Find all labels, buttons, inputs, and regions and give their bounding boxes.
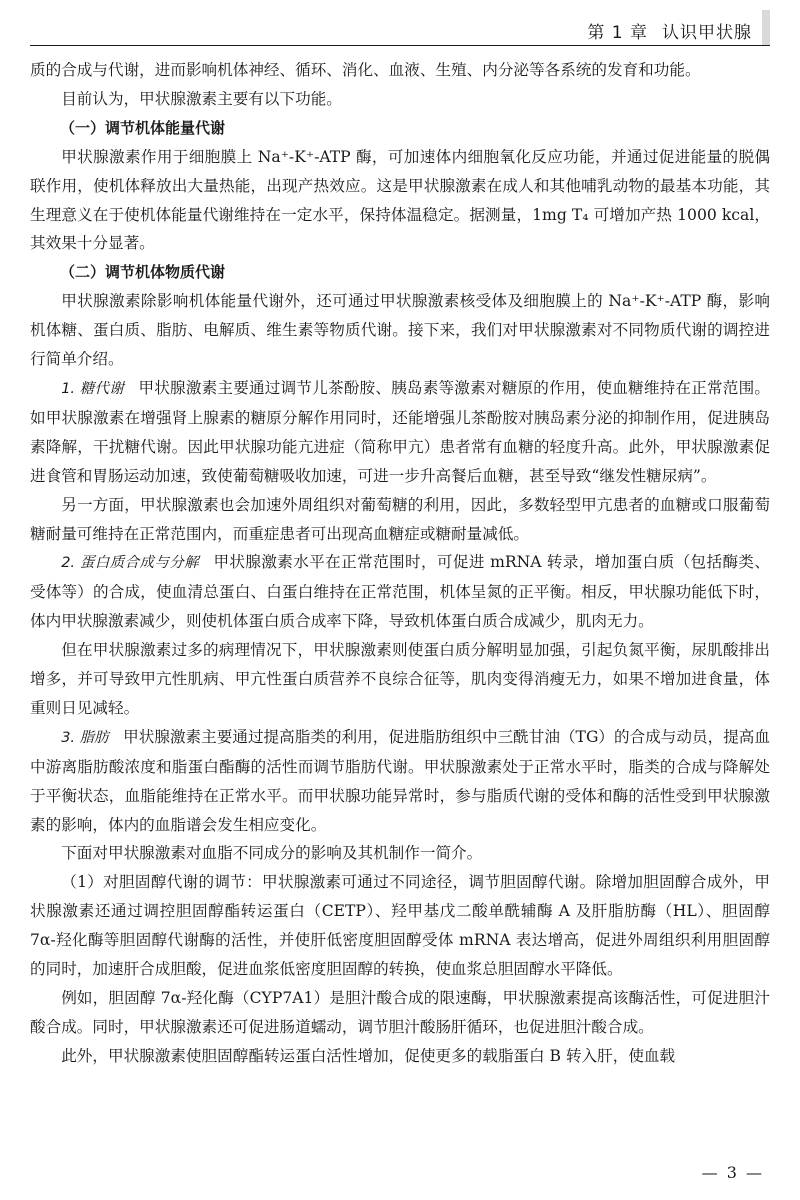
page-number: — 3 — [701,1163,764,1182]
subsection-label: 1. 糖代谢 [61,380,124,397]
section-heading: （二）调节机体物质代谢 [60,263,226,282]
header-rule [30,45,770,46]
paragraph [30,723,770,840]
subsection-label: 3. 脂肪 [61,729,109,746]
paragraph: 质的合成与代谢，进而影响机体神经、循环、消化、血液、生殖、内分泌等各系统的发育和功能。 [30,61,701,79]
paragraph: 甲状腺激素除影响机体能量代谢外，还可通过甲状腺激素核受体及细胞膜上的 Na⁺-K⁺-ATP 酶，影响机体糖、蛋白质、脂肪、电解质、维生素等物质代谢。接下来，我们对甲状腺激素对不同物质代谢的调控进行简单介绍。 [30,292,770,369]
page-body [30,56,770,1071]
paragraph [30,374,770,491]
thumb-tab [762,10,770,46]
section-heading: （一）调节机体能量代谢 [60,118,226,137]
paragraph [30,548,770,636]
paragraph-text: 甲状腺激素主要通过调节儿茶酚胺、胰岛素等激素对糖原的作用，使血糖维持在正常范围。如甲状腺激素在增强肾上腺素的糖原分解作用同时，还能增强儿茶酚胺对胰岛素分泌的抑制作用，促进胰岛素降解，干扰糖代谢。因此甲状腺功能亢进症（简称甲亢）患者常有血糖的轻度升高。此外，甲状腺激素促进食管和胃肠运动加速，致使葡萄糖吸收加速，可进一步升高餐后血糖，甚至导致“继发性糖尿病”。 [30,378,770,485]
paragraph: （1）对胆固醇代谢的调节：甲状腺激素可通过不同途径，调节胆固醇代谢。除增加胆固醇合成外，甲状腺激素还通过调控胆固醇酯转运蛋白（CETP）、羟甲基戊二酸单酰辅酶 A 及肝脂肪酶（HL）、胆固醇 7α-羟化酶等胆固醇代谢酶的活性，并使肝低密度胆固醇受体 mRNA 表达增高，促进外周组织利用胆固醇的同时，加速肝合成胆酸，促进血浆低密度胆固醇的转换，使血浆总胆固醇水平降低。 [30,873,771,979]
chapter-heading [587,18,752,43]
paragraph: 例如，胆固醇 7α-羟化酶（CYP7A1）是胆汁酸合成的限速酶，甲状腺激素提高该酶活性，可促进胆汁酸合成。同时，甲状腺激素还可促进肠道蠕动，调节胆汁酸肠肝循环，也促进胆汁酸合成。 [30,989,770,1036]
paragraph: 目前认为，甲状腺激素主要有以下功能。 [61,89,342,108]
paragraph-text: 甲状腺激素水平在正常范围时，可促进 mRNA 转录，增加蛋白质（包括酶类、受体等）的合成，使血清总蛋白、白蛋白维持在正常范围，机体呈氮的正平衡。相反，甲状腺功能低下时，体内甲状腺激素减少，则使机体蛋白质合成率下降，导致机体蛋白质合成减少，肌肉无力。 [30,553,770,631]
paragraph: 甲状腺激素作用于细胞膜上 Na⁺-K⁺-ATP 酶，可加速体内细胞氧化反应功能，并通过促进能量的脱偶联作用，使机体释放出大量热能，出现产热效应。这是甲状腺激素在成人和其他哺乳动物的最基本功能，其生理意义在于使机体能量代谢维持在一定水平，保持体温稳定。据测量，1mg T₄ 可增加产热 1000 kcal，其效果十分显著。 [30,147,770,253]
paragraph: 但在甲状腺激素过多的病理情况下，甲状腺激素则使蛋白质分解明显加强，引起负氮平衡，尿肌酸排出增多，并可导致甲亢性肌病、甲亢性蛋白质营养不良综合征等，肌肉变得消瘦无力，如果不增加进食量，体重则日见减轻。 [30,641,770,717]
subsection-label: 2. 蛋白质合成与分解 [61,555,199,572]
paragraph: 此外，甲状腺激素使胆固醇酯转运蛋白活性增加，促使更多的载脂蛋白 B 转入肝，使血载 [61,1046,676,1065]
paragraph: 另一方面，甲状腺激素也会加速外周组织对葡萄糖的利用，因此，多数轻型甲亢患者的血糖或口服葡萄糖耐量可维持在正常范围内，而重症患者可出现高血糖症或糖耐量减低。 [30,495,770,543]
chapter-title: 认识甲状腺 [662,23,752,43]
running-header [30,10,770,46]
paragraph-text: 甲状腺激素主要通过提高脂类的利用，促进脂肪组织中三酰甘油（TG）的合成与动员，提高血中游离脂肪酸浓度和脂蛋白酯酶的活性而调节脂肪代谢。甲状腺激素处于正常水平时，脂类的合成与降解处于平衡状态，血脂能维持在正常水平。而甲状腺功能异常时，参与脂质代谢的受体和酶的活性受到甲状腺激素的影响，体内的血脂谱会发生相应变化。 [30,727,770,834]
paragraph: 下面对甲状腺激素对血脂不同成分的影响及其机制作一简介。 [61,844,483,863]
chapter-number: 第 1 章 [587,23,648,43]
